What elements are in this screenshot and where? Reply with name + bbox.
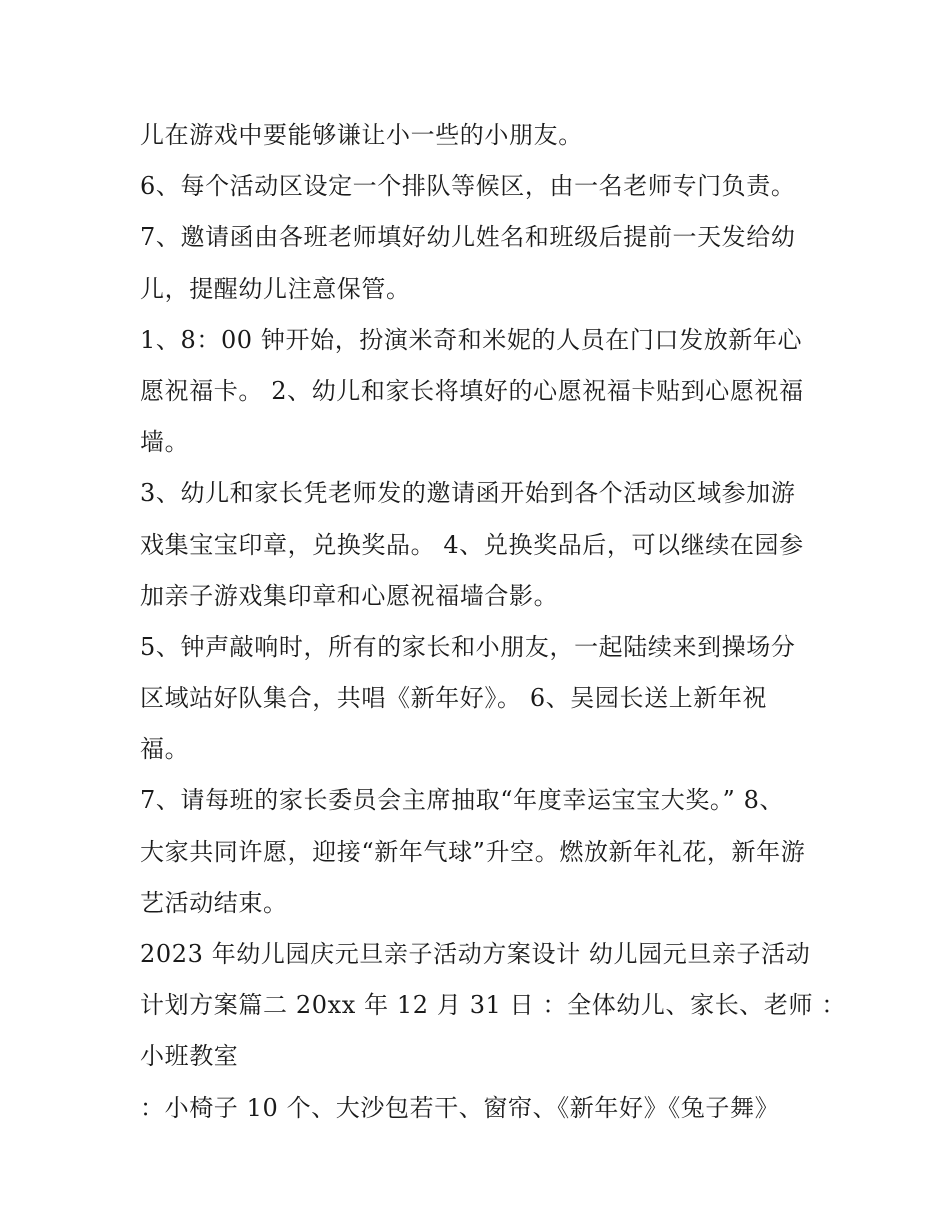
text-line: 愿祝福卡。 2、幼儿和家长将填好的心愿祝福卡贴到心愿祝福 <box>140 376 804 405</box>
text-line: 7、请每班的家长委员会主席抽取“年度幸运宝宝大奖。” 8、 <box>140 786 785 815</box>
text-line: 墙。 <box>140 428 190 457</box>
text-line: 2023 年幼儿园庆元旦亲子活动方案设计 幼儿园元旦亲子活动 <box>140 940 811 968</box>
text-line: 7、邀请函由各班老师填好幼儿姓名和班级后提前一天发给幼 <box>140 223 796 252</box>
text-line: 戏集宝宝印章，兑换奖品。 4、兑换奖品后，可以继续在园参 <box>140 530 804 559</box>
text-line: 5、钟声敲响时，所有的家长和小朋友，一起陆续来到操场分 <box>140 632 796 661</box>
text-line: 6、每个活动区设定一个排队等候区，由一名老师专门负责。 <box>140 172 796 201</box>
text-line: 儿在游戏中要能够谦让小一些的小朋友。 <box>140 121 583 149</box>
text-line: 福。 <box>140 735 190 764</box>
text-line: 计划方案篇二 20xx 年 12 月 31 日 ：全体幼儿、家长、老师 ： <box>140 991 846 1020</box>
text-line: 大家共同许愿，迎接“新年气球”升空。燃放新年礼花，新年游 <box>140 837 806 866</box>
text-line: 3、幼儿和家长凭老师发的邀请函开始到各个活动区域参加游 <box>140 479 796 508</box>
text-line: 1、8：00 钟开始，扮演米奇和米妮的人员在门口发放新年心 <box>140 325 803 354</box>
document-body <box>140 110 846 1134</box>
text-line: ：小椅子 10 个、大沙包若干、窗帘、《新年好》《兔子舞》 <box>140 1093 780 1122</box>
text-line: 小班教室 <box>140 1042 239 1071</box>
text-line: 加亲子游戏集印章和心愿祝福墙合影。 <box>140 581 559 610</box>
text-line: 区域站好队集合，共唱《新年好》。 6、吴园长送上新年祝 <box>140 684 768 713</box>
text-line: 艺活动结束。 <box>140 888 288 917</box>
text-line: 儿，提醒幼儿注意保管。 <box>140 274 411 303</box>
